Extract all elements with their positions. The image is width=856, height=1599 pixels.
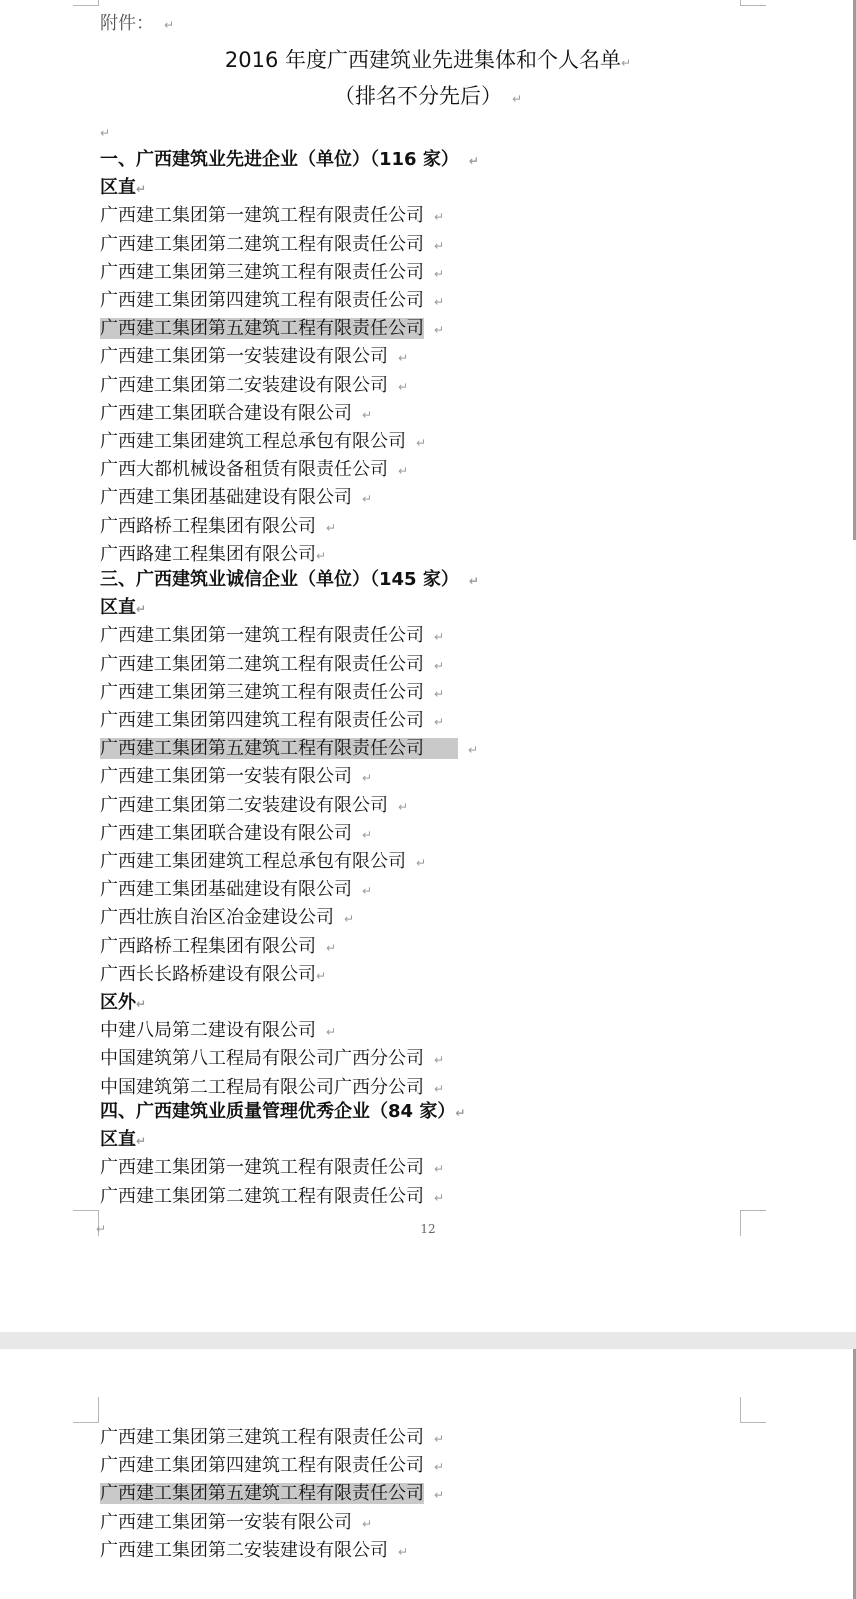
- paragraph-mark-icon: ↵: [362, 1516, 373, 1531]
- document-title: 2016 年度广西建筑业先进集体和个人名单↵: [224, 48, 632, 72]
- paragraph-mark-icon: ↵: [398, 351, 409, 366]
- line-text: 广西建工集团第五建筑工程有限责任公司: [100, 1483, 424, 1505]
- crop-mark-top-left: [73, 0, 99, 6]
- crop-mark-top-right: [740, 0, 766, 6]
- list-item: [100, 1509, 372, 1537]
- list-item: [100, 1480, 444, 1508]
- list-item: [100, 1183, 444, 1211]
- line-text: 广西建工集团建筑工程总承包有限公司: [100, 851, 406, 872]
- line-text: 广西路桥工程集团有限公司: [100, 515, 316, 537]
- line-text: 广西建工集团第二安装建设有限公司: [100, 794, 388, 816]
- paragraph-mark-icon: ↵: [398, 1544, 409, 1559]
- list-item: [100, 372, 408, 400]
- line-text: 广西建工集团第一建筑工程有限责任公司: [100, 205, 424, 227]
- list-item: [100, 904, 354, 932]
- paragraph-mark-icon: ↵: [362, 492, 373, 507]
- paragraph-mark-icon: ↵: [164, 18, 175, 32]
- paragraph-mark-icon: ↵: [398, 799, 409, 814]
- paragraph-mark-icon: ↵: [136, 602, 147, 617]
- paragraph-mark-icon: ↵: [468, 154, 479, 168]
- empty-paragraph: [100, 118, 110, 146]
- line-text: 广西建工集团基础建设有限公司: [100, 879, 352, 901]
- list-item: [100, 428, 426, 456]
- paragraph-mark-icon: ↵: [434, 1162, 445, 1177]
- line-text: 广西建工集团第二建筑工程有限责任公司: [100, 1185, 424, 1207]
- subsection-heading: [100, 1126, 146, 1154]
- line-text: 区直: [100, 597, 136, 619]
- list-item: [100, 876, 372, 904]
- line-text: 三、广西建筑业诚信企业（单位）（145 家）: [100, 569, 459, 590]
- line-text: 广西建工集团第一安装有限公司: [100, 1511, 352, 1533]
- line-text: 广西建工集团联合建设有限公司: [100, 402, 352, 424]
- paragraph-mark-icon: ↵: [434, 1432, 445, 1446]
- paragraph-mark-icon: ↵: [136, 1134, 147, 1149]
- list-item: [100, 259, 444, 287]
- list-item: [100, 1537, 408, 1565]
- line-text: 中建八局第二建设有限公司: [100, 1020, 316, 1042]
- line-text: 一、广西建筑业先进企业（单位）（116 家）: [100, 149, 459, 170]
- list-item: [100, 961, 326, 989]
- list-item: [100, 1424, 444, 1452]
- list-item: [100, 848, 426, 876]
- line-text: 广西建工集团第三建筑工程有限责任公司: [100, 681, 424, 703]
- list-item: [100, 513, 336, 541]
- list-item: [100, 1017, 336, 1045]
- subsection-heading: [100, 594, 146, 622]
- line-text: 中国建筑第八工程局有限公司广西分公司: [100, 1048, 424, 1070]
- line-text: 广西路建工程集团有限公司: [100, 543, 316, 565]
- section-heading: [100, 1098, 465, 1126]
- list-item: [100, 343, 408, 371]
- line-text: 广西建工集团第二建筑工程有限责任公司: [100, 233, 424, 255]
- line-text: 广西建工集团第四建筑工程有限责任公司: [100, 710, 424, 731]
- paragraph-mark-icon: ↵: [434, 1081, 445, 1096]
- paragraph-mark-icon: ↵: [136, 182, 147, 197]
- paragraph-mark-icon: ↵: [362, 884, 373, 899]
- attachment-label: 附件： ↵: [100, 13, 175, 34]
- crop-mark-top-right: [740, 1397, 766, 1423]
- line-text: 广西建工集团第三建筑工程有限责任公司: [100, 1427, 424, 1448]
- subsection-heading: [100, 174, 146, 202]
- line-text: 广西建工集团基础建设有限公司: [100, 487, 352, 509]
- paragraph-mark-icon: ↵: [434, 630, 445, 645]
- paragraph-mark-icon: ↵: [621, 56, 632, 70]
- paragraph-mark-icon: ↵: [434, 1460, 445, 1475]
- line-text: 广西建工集团第四建筑工程有限责任公司: [100, 1455, 424, 1477]
- paragraph-mark-icon: ↵: [362, 827, 373, 842]
- list-item: [100, 1045, 444, 1073]
- list-item: [100, 763, 372, 791]
- document-page-2: [0, 1349, 856, 1599]
- line-text: 广西建工集团第二安装建设有限公司: [100, 374, 388, 396]
- paragraph-mark-icon: ↵: [468, 574, 479, 588]
- section-heading: [100, 146, 479, 174]
- paragraph-mark-icon: ↵: [398, 464, 409, 479]
- line-text: 广西建工集团第一安装有限公司: [100, 766, 352, 788]
- crop-mark-top-left: [73, 1397, 99, 1423]
- page-number: 12: [420, 1222, 436, 1236]
- list-item: [100, 820, 372, 848]
- paragraph-mark-icon: ↵: [434, 210, 445, 225]
- paragraph-mark-icon: ↵: [398, 379, 409, 394]
- paragraph-mark-icon: ↵: [326, 1025, 337, 1040]
- paragraph-mark-icon: ↵: [434, 1190, 445, 1205]
- paragraph-mark-icon: ↵: [362, 407, 373, 422]
- line-text: 广西壮族自治区冶金建设公司: [100, 907, 334, 929]
- list-item: [100, 541, 326, 569]
- list-item: [100, 735, 478, 763]
- list-item: [100, 315, 444, 343]
- paragraph-mark-icon: ↵: [326, 520, 337, 535]
- line-text: 广西建工集团建筑工程总承包有限公司: [100, 431, 406, 452]
- list-item: [100, 933, 336, 961]
- paragraph-mark-icon: ↵: [100, 126, 111, 140]
- paragraph-mark-icon: ↵: [316, 968, 327, 983]
- list-item: [100, 679, 444, 707]
- paragraph-mark-icon: ↵: [416, 856, 427, 870]
- paragraph-mark-icon: ↵: [434, 1488, 445, 1503]
- line-text: 四、广西建筑业质量管理优秀企业（84 家）: [100, 1101, 456, 1122]
- line-text: 广西建工集团第二建筑工程有限责任公司: [100, 653, 424, 675]
- subsection-heading: [100, 989, 146, 1017]
- line-text: 广西建工集团第一建筑工程有限责任公司: [100, 1157, 424, 1179]
- paragraph-mark-icon: ↵: [434, 658, 445, 673]
- line-text: 广西建工集团第五建筑工程有限责任公司: [100, 318, 424, 340]
- list-item: [100, 400, 372, 428]
- line-text: 广西建工集团第二安装建设有限公司: [100, 1539, 388, 1561]
- paragraph-mark-icon: ↵: [434, 323, 445, 338]
- list-item: [100, 707, 444, 735]
- list-item: [100, 1452, 444, 1480]
- list-item: [100, 231, 444, 259]
- paragraph-mark-icon: ↵: [434, 686, 445, 701]
- paragraph-mark-icon: ↵: [362, 771, 373, 786]
- line-text: 区直: [100, 177, 136, 199]
- paragraph-mark-icon: ↵: [136, 997, 147, 1011]
- paragraph-mark-icon: ↵: [434, 238, 445, 253]
- paragraph-mark-icon: ↵: [468, 743, 479, 758]
- list-item: [100, 1154, 444, 1182]
- list-item: [100, 622, 444, 650]
- paragraph-mark-icon: ↵: [455, 1106, 466, 1120]
- list-item: [100, 202, 444, 230]
- list-item: [100, 484, 372, 512]
- paragraph-mark-icon: ↵: [316, 548, 327, 563]
- paragraph-mark-icon: ↵: [434, 715, 445, 729]
- line-text: 广西路桥工程集团有限公司: [100, 935, 316, 957]
- line-text: 广西建工集团第三建筑工程有限责任公司: [100, 261, 424, 283]
- line-text: 广西建工集团第四建筑工程有限责任公司: [100, 290, 424, 311]
- line-text: 广西大都机械设备租赁有限责任公司: [100, 459, 388, 481]
- paragraph-mark-icon: ↵: [434, 1053, 445, 1068]
- list-item: [100, 651, 444, 679]
- line-text: 区外: [100, 992, 136, 1013]
- line-text: 广西建工集团第五建筑工程有限责任公司: [100, 738, 458, 759]
- line-text: 区直: [100, 1129, 136, 1151]
- paragraph-mark-icon: ↵: [416, 436, 427, 450]
- line-text: 广西建工集团第一建筑工程有限责任公司: [100, 625, 424, 647]
- section-heading: [100, 566, 479, 594]
- line-text: 广西建工集团第一安装建设有限公司: [100, 346, 388, 368]
- list-item: [100, 456, 408, 484]
- paragraph-mark-icon: ↵: [434, 295, 445, 309]
- document-subtitle: （排名不分先后） ↵: [333, 84, 523, 108]
- list-item: [100, 792, 408, 820]
- list-item: [100, 287, 444, 315]
- paragraph-mark-icon: ↵: [511, 92, 523, 106]
- line-text: 中国建筑第二工程局有限公司广西分公司: [100, 1076, 424, 1098]
- footer-paragraph-mark-icon: ↵: [96, 1222, 107, 1236]
- paragraph-mark-icon: ↵: [326, 940, 337, 955]
- paragraph-mark-icon: ↵: [434, 266, 445, 281]
- line-text: 广西长长路桥建设有限公司: [100, 963, 316, 985]
- paragraph-mark-icon: ↵: [344, 912, 355, 927]
- line-text: 广西建工集团联合建设有限公司: [100, 822, 352, 844]
